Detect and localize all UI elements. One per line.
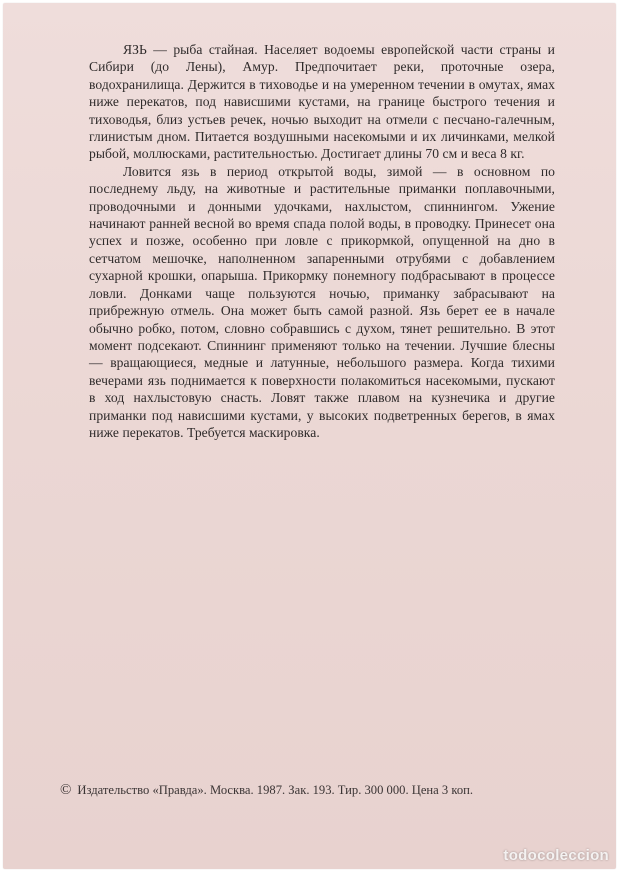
paragraph-description: ЯЗЬ — рыба стайная. Населяет водоемы европейской части страны и Сибири (до Лены), Амур. Предпочитает реки, проточные озера, водохранилища. Держится в тиховодье и на умеренном течении в омутах, ямах ниже перекатов, под нависшими кустами, на границе быстрого течения и тиховодья, близ устьев речек, ночью выходит на отмели с песчано-галечным, глинистым дном. Питается воздушными насекомыми и их личинками, мелкой рыбой, моллюсками, растительностью. Достигает длины 70 см и веса 8 кг. [89, 42, 555, 162]
watermark-logo: todocoleccion [503, 847, 609, 864]
copyright-icon: © [60, 782, 72, 798]
postcard-back [3, 3, 616, 869]
publisher-imprint [60, 782, 580, 798]
paragraph-fishing: Ловится язь в период открытой воды, зимой — в основном по последнему льду, на животные и растительные приманки поплавочными, проводочными и донными удочками, нахлыстом, спиннингом. Ужение начинают ранней весной во время спада полой воды, в проводку. Принесет она успех и позже, особенно при ловле с прикормкой, опущенной на дно в сетчатом мешочке, наполненном запаренными отрубями с добавлением сухарной крошки, опарыша. Прикормку понемногу подбрасывают в процессе ловли. Донками чаще пользуются ночью, приманку забрасывают на прибрежную отмель. Она может быть самой разной. Язь берет ее в начале обычно робко, потом, словно собравшись с духом, тянет решительно. В этот момент подсекают. Спиннинг применяют только на течении. Лучшие блесны — вращающиеся, медные и латунные, небольшого размера. Когда тихими вечерами язь поднимается к поверхности полакомиться насекомыми, пускают в ход нахлыстовую снасть. Ловят также плавом на кузнечика и другие приманки под нависшими кустами, у высоких подветренных берегов, в ямах ниже перекатов. Требуется маскировка. [89, 163, 555, 440]
article-text [89, 41, 555, 441]
imprint-text: Издательство «Правда». Москва. 1987. Зак. 193. Тир. 300 000. Цена 3 коп. [77, 783, 474, 797]
